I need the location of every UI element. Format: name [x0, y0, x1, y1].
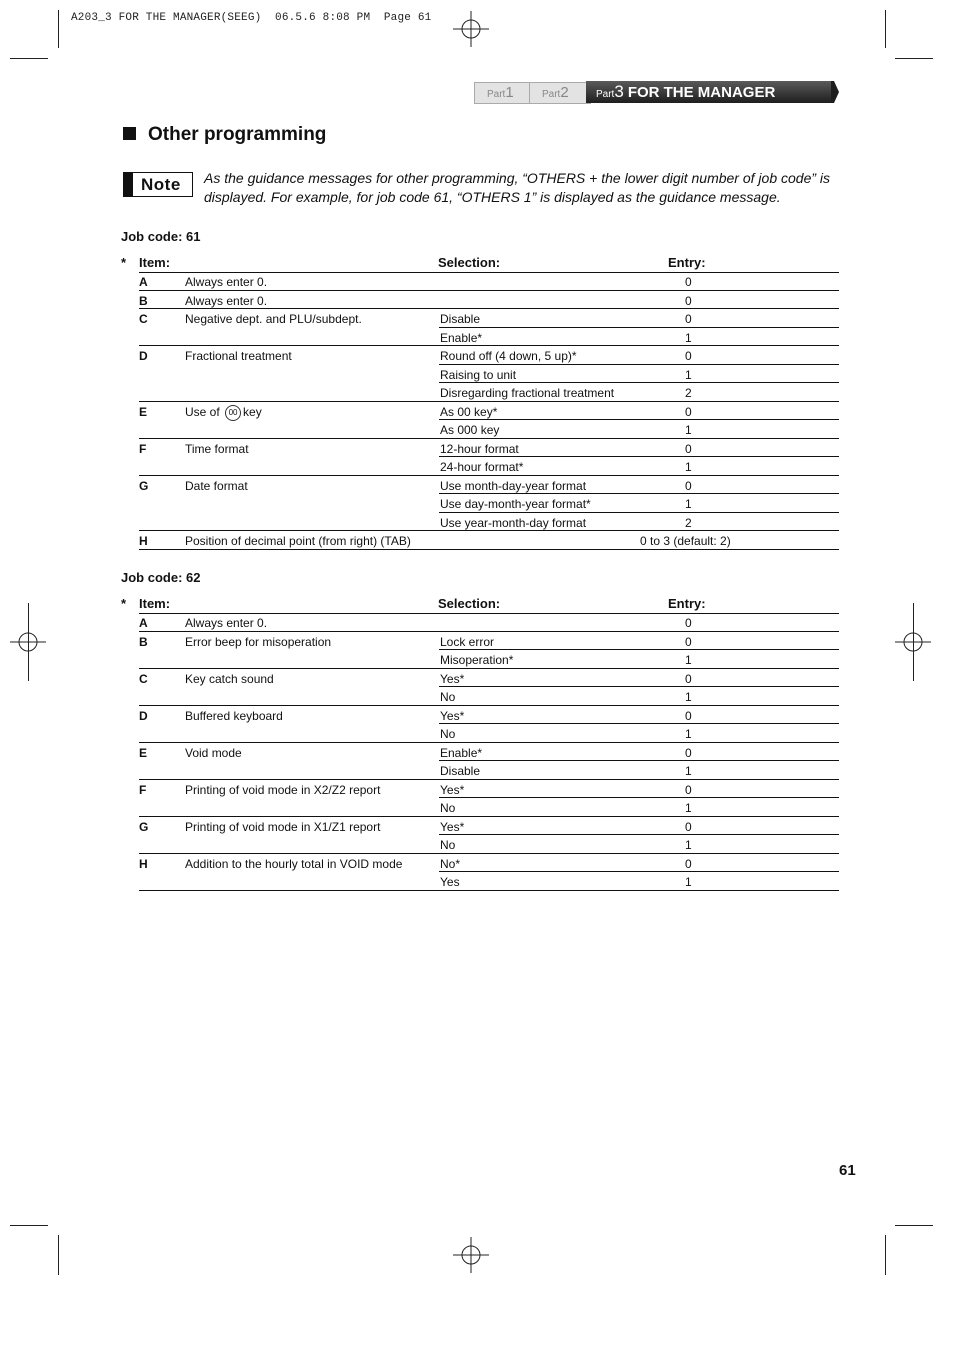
row-item-text: Negative dept. and PLU/subdept.: [185, 312, 362, 326]
row-item-text: Void mode: [185, 745, 242, 760]
crop-mark: [58, 1235, 59, 1275]
table-row: [139, 291, 839, 310]
row-letter: E: [139, 745, 148, 760]
table-row: [139, 650, 839, 669]
row-entry: 1: [685, 764, 692, 778]
row-rule: [139, 890, 839, 891]
crop-mark: [885, 10, 886, 48]
row-selection: 12-hour format: [440, 441, 519, 456]
row-entry: 1: [685, 727, 692, 741]
header-entry: Entry:: [668, 596, 706, 611]
row-item-text: Printing of void mode in X1/Z1 report: [185, 819, 381, 834]
table-row: [139, 420, 839, 439]
row-item: [185, 820, 380, 834]
row-item: [185, 709, 283, 723]
table-row: [139, 669, 839, 688]
crop-mark: [885, 1235, 886, 1275]
table-header-62: [121, 596, 839, 612]
row-entry: 1: [685, 690, 692, 704]
table-row: [139, 743, 839, 762]
table-row: [139, 872, 839, 891]
note-text: As the guidance messages for other programming, “OTHERS + the lower digit number of job code” is displayed. For example, for job code 61, “OTHERS 1” is displayed as the guidance message.: [204, 170, 831, 205]
row-selection: Yes*: [440, 671, 465, 686]
row-letter: G: [139, 478, 149, 493]
table-header-61: [121, 255, 839, 271]
row-item-text: Error beep for misoperation: [185, 634, 332, 649]
tab-prefix: Part: [596, 89, 615, 100]
row-selection: Enable*: [440, 745, 483, 760]
header-item: Item:: [139, 255, 171, 270]
row-entry: 1: [685, 653, 692, 667]
row-entry: 0: [685, 634, 692, 649]
header-entry: Entry:: [668, 255, 706, 270]
row-item: [185, 479, 248, 493]
row-selection: No*: [440, 856, 461, 871]
table-row: [139, 402, 839, 421]
table-row: [139, 780, 839, 799]
row-letter: F: [139, 782, 147, 797]
registration-mark-icon: [453, 11, 489, 47]
row-item: [185, 672, 274, 686]
section-title: [123, 124, 326, 146]
header-selection: Selection:: [438, 255, 501, 270]
crop-mark: [58, 10, 59, 48]
crop-mark: [10, 1225, 48, 1226]
table-row: [139, 706, 839, 725]
row-item-text: Use of: [185, 404, 220, 419]
row-selection: Disregarding fractional treatment: [440, 386, 615, 400]
row-letter: A: [139, 275, 148, 289]
row-entry: 1: [685, 497, 692, 511]
row-letter: B: [139, 293, 148, 308]
row-selection: Enable*: [440, 330, 483, 345]
row-letter: E: [139, 404, 148, 419]
table-row: [139, 513, 839, 532]
row-entry: 0: [685, 349, 692, 363]
table-row: [139, 798, 839, 817]
table-row: [139, 328, 839, 347]
table-row: [139, 309, 839, 328]
row-item-text: Position of decimal point (from right) (TAB): [185, 534, 411, 548]
row-selection: Use year-month-day format: [440, 515, 587, 530]
table-row: [139, 613, 839, 632]
job-code-62-heading: Job code: 62: [121, 570, 201, 585]
row-item-text: Addition to the hourly total in VOID mode: [185, 856, 403, 871]
row-selection: Use month-day-year format: [440, 478, 587, 493]
row-entry: 1: [685, 838, 692, 852]
row-entry: 0: [685, 708, 692, 723]
row-item: [185, 442, 249, 456]
row-entry: 1: [685, 330, 692, 345]
row-entry: 0: [685, 616, 692, 630]
header-star: *: [121, 596, 127, 611]
row-selection: No: [440, 727, 456, 741]
row-item-text-after: key: [243, 404, 262, 419]
tab-part2: [529, 82, 591, 104]
key-00-icon: 00: [225, 405, 241, 421]
row-rule: [139, 549, 839, 550]
row-item-text: Always enter 0.: [185, 293, 268, 308]
row-item-text: Always enter 0.: [185, 275, 268, 289]
row-selection: No: [440, 690, 456, 704]
row-entry: 1: [685, 801, 692, 815]
row-selection: Yes*: [440, 782, 465, 797]
header-selection: Selection:: [438, 596, 501, 611]
row-letter: B: [139, 634, 148, 649]
row-entry: 2: [685, 386, 692, 400]
table-row: [139, 817, 839, 836]
row-item: [185, 275, 267, 289]
row-entry: 0: [685, 275, 692, 289]
row-letter: F: [139, 441, 147, 456]
row-entry: 1: [685, 875, 692, 889]
row-entry: 0: [685, 441, 692, 456]
row-item: [185, 783, 380, 797]
row-entry: 0: [685, 782, 692, 797]
tab-number: 1: [505, 84, 514, 101]
row-item: [185, 312, 362, 326]
tab-number: 2: [560, 84, 569, 101]
row-entry: 1: [685, 460, 692, 474]
row-selection: Use day-month-year format*: [440, 497, 591, 511]
table-row: [139, 854, 839, 873]
row-item-text: Printing of void mode in X2/Z2 report: [185, 782, 381, 797]
table-row: [139, 835, 839, 854]
row-selection: As 000 key: [440, 423, 500, 437]
row-letter: C: [139, 312, 148, 326]
row-entry: 0: [685, 856, 692, 871]
part-navigation: [474, 81, 838, 103]
crop-mark: [895, 58, 933, 59]
tab-number: 3: [614, 82, 624, 101]
row-selection: 24-hour format*: [440, 460, 524, 474]
registration-mark-icon: [10, 624, 46, 660]
note-badge: [123, 172, 193, 197]
print-slug: A203_3 FOR THE MANAGER(SEEG) 06.5.6 8:08 PM Page 61: [71, 12, 432, 24]
row-selection: Yes*: [440, 819, 465, 834]
row-item: [185, 857, 402, 871]
section-title-text: Other programming: [148, 124, 327, 145]
tab-part3-active: [586, 81, 834, 103]
row-selection: Round off (4 down, 5 up)*: [440, 349, 577, 363]
tab-arrow-icon: [831, 81, 839, 103]
crop-mark: [10, 58, 48, 59]
row-letter: H: [139, 856, 148, 871]
row-entry: 0: [685, 312, 692, 326]
row-entry: 0: [685, 819, 692, 834]
row-entry: 1: [685, 423, 692, 437]
row-entry: 0: [685, 293, 692, 308]
row-item: [185, 294, 267, 308]
job-code-61-heading: Job code: 61: [121, 229, 201, 244]
header-star: *: [121, 255, 127, 270]
row-selection: No: [440, 801, 456, 815]
row-selection: Misoperation*: [440, 653, 514, 667]
tab-title: FOR THE MANAGER: [627, 84, 776, 101]
row-letter: D: [139, 708, 148, 723]
row-item: [185, 534, 411, 548]
row-item-text: Fractional treatment: [185, 349, 292, 363]
row-item-text: Always enter 0.: [185, 616, 268, 630]
table-row: [139, 531, 839, 550]
row-item: [185, 635, 331, 649]
row-entry: 0 to 3 (default: 2): [640, 534, 731, 548]
header-item: Item:: [139, 596, 171, 611]
note-badge-label: Note: [141, 175, 181, 194]
table-row: [139, 687, 839, 706]
row-entry: 0: [685, 671, 692, 686]
table-row: [139, 457, 839, 476]
page-number: 61: [839, 1162, 856, 1179]
tab-prefix: Part: [542, 89, 561, 100]
row-selection: Disable: [440, 764, 481, 778]
table-row: [139, 346, 839, 365]
table-row: [139, 365, 839, 384]
registration-mark-icon: [453, 1237, 489, 1273]
job-code-62-table: [139, 613, 839, 891]
note-bar-icon: [124, 173, 133, 196]
square-bullet-icon: [123, 127, 136, 140]
row-entry: 0: [685, 745, 692, 760]
table-row: [139, 476, 839, 495]
table-row: [139, 632, 839, 651]
table-row: [139, 272, 839, 291]
tab-prefix: Part: [487, 89, 506, 100]
row-entry: 0: [685, 478, 692, 493]
row-entry: 2: [685, 515, 692, 530]
crop-mark: [895, 1225, 933, 1226]
registration-mark-icon: [895, 624, 931, 660]
row-letter: A: [139, 616, 148, 630]
row-item: [185, 616, 267, 630]
row-item-text: Time format: [185, 441, 249, 456]
row-letter: D: [139, 349, 148, 363]
table-row: [139, 724, 839, 743]
row-item-text: Buffered keyboard: [185, 708, 283, 723]
row-selection: No: [440, 838, 456, 852]
row-item: [185, 746, 242, 760]
row-selection: Lock error: [440, 634, 495, 649]
row-item: [185, 405, 262, 421]
row-letter: H: [139, 534, 148, 548]
row-item-text: Key catch sound: [185, 671, 274, 686]
row-letter: G: [139, 819, 149, 834]
row-letter: C: [139, 671, 148, 686]
row-entry: 0: [685, 404, 692, 419]
row-selection: Yes: [440, 875, 460, 889]
table-row: [139, 761, 839, 780]
row-entry: 1: [685, 367, 692, 382]
row-item: [185, 349, 292, 363]
row-selection: Yes*: [440, 708, 465, 723]
job-code-61-table: [139, 272, 839, 550]
table-row: [139, 439, 839, 458]
table-row: [139, 383, 839, 402]
row-selection: Disable: [440, 312, 481, 326]
row-selection: Raising to unit: [440, 367, 517, 382]
row-selection: As 00 key*: [440, 404, 498, 419]
row-item-text: Date format: [185, 478, 248, 493]
table-row: [139, 494, 839, 513]
